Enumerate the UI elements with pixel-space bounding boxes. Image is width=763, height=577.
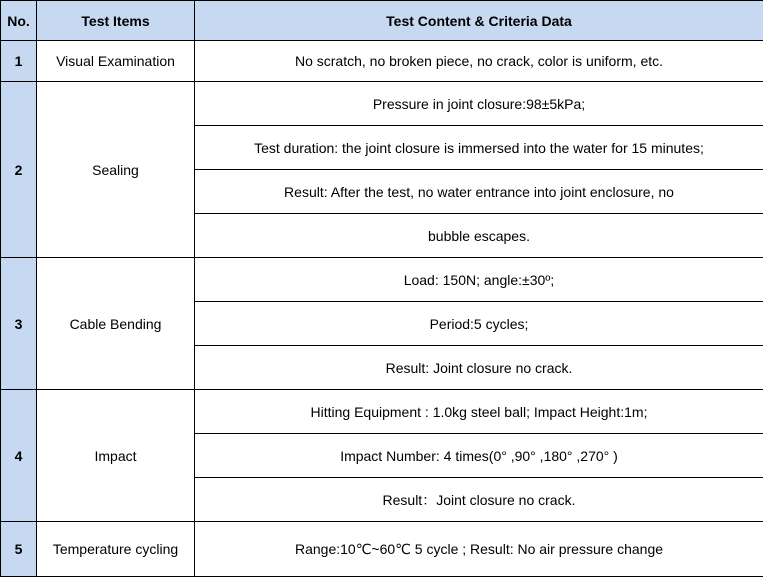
test-criteria: Hitting Equipment : 1.0kg steel ball; Impact Height:1m;: [195, 390, 763, 434]
row-number: 5: [1, 522, 37, 577]
table-row: [1, 258, 763, 302]
test-criteria: bubble escapes.: [195, 214, 763, 258]
table-row: [1, 390, 763, 434]
row-number: 4: [1, 390, 37, 522]
test-criteria: Period:5 cycles;: [195, 302, 763, 346]
table-row: [1, 522, 763, 577]
test-criteria: Result: Joint closure no crack.: [195, 346, 763, 390]
header-test-content: Test Content & Criteria Data: [195, 1, 763, 41]
row-number: 3: [1, 258, 37, 390]
table-row: [1, 41, 763, 82]
test-item: Visual Examination: [37, 41, 195, 82]
test-criteria: Impact Number: 4 times(0° ,90° ,180° ,270° ): [195, 434, 763, 478]
test-criteria: Range:10℃~60℃ 5 cycle ; Result: No air pressure change: [195, 522, 763, 577]
row-number: 1: [1, 41, 37, 82]
test-item: Cable Bending: [37, 258, 195, 390]
test-criteria: Test duration: the joint closure is immersed into the water for 15 minutes;: [195, 126, 763, 170]
table-row: [1, 82, 763, 126]
test-criteria: Result: After the test, no water entrance into joint enclosure, no: [195, 170, 763, 214]
table-header-row: [1, 1, 763, 41]
header-no: No.: [1, 1, 37, 41]
test-item: Temperature cycling: [37, 522, 195, 577]
test-criteria: No scratch, no broken piece, no crack, color is uniform, etc.: [195, 41, 763, 82]
test-criteria: Result：Joint closure no crack.: [195, 478, 763, 522]
test-item: Impact: [37, 390, 195, 522]
row-number: 2: [1, 82, 37, 258]
test-criteria: Load: 150N; angle:±30º;: [195, 258, 763, 302]
test-criteria: Pressure in joint closure:98±5kPa;: [195, 82, 763, 126]
test-item: Sealing: [37, 82, 195, 258]
header-test-items: Test Items: [37, 1, 195, 41]
